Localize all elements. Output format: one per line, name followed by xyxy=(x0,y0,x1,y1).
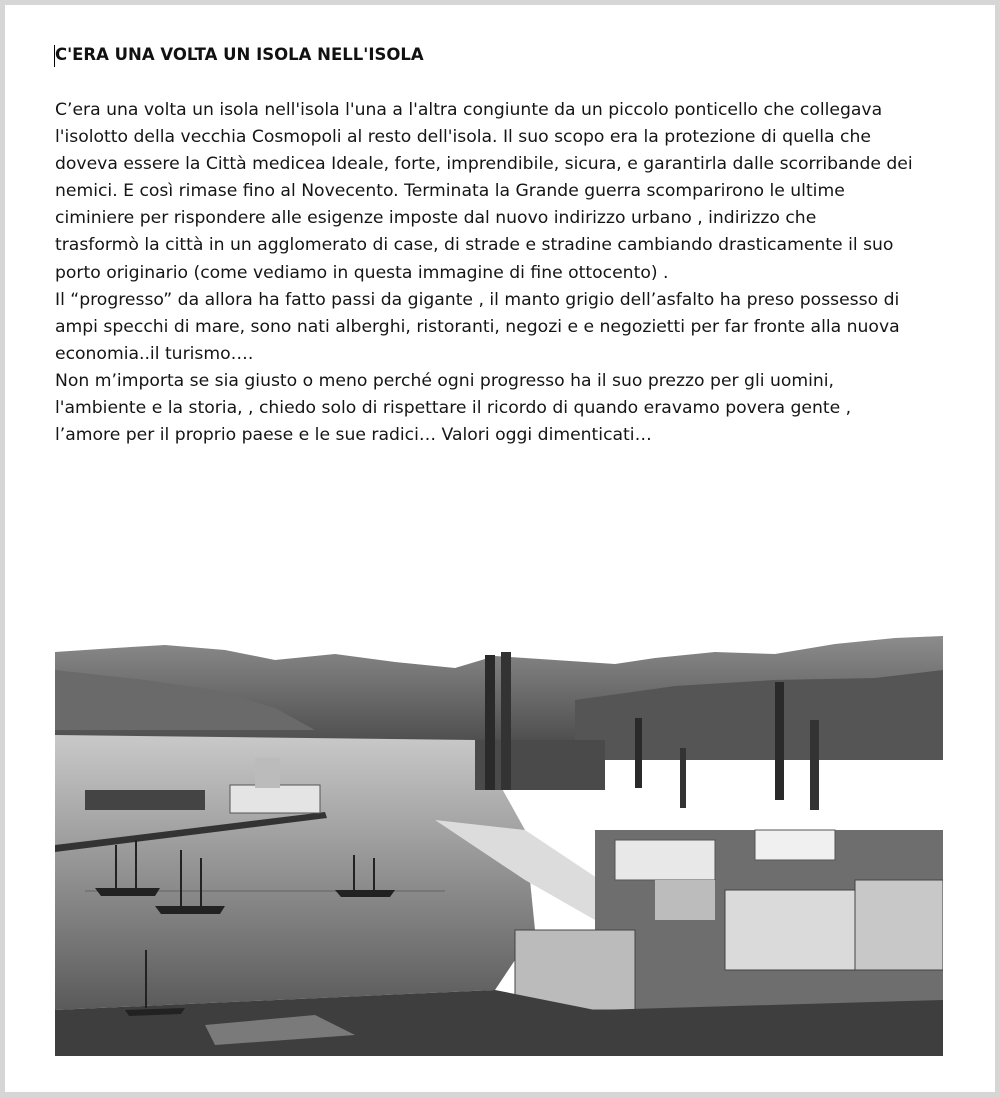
document-page xyxy=(5,5,995,1092)
document-body[interactable] xyxy=(55,97,955,449)
body-line: Il “progresso” da allora ha fatto passi da gigante , il manto grigio dell’asfalto ha preso possesso di xyxy=(55,289,900,310)
body-line: porto originario (come vediamo in questa immagine di fine ottocento) . xyxy=(55,262,669,283)
body-line: trasformò la città in un agglomerato di case, di strade e stradine cambiando drasticamente il suo xyxy=(55,235,894,256)
body-line: l'ambiente e la storia, , chiedo solo di rispettare il ricordo di quando eravamo povera gente , xyxy=(55,398,852,419)
body-line: l'isolotto della vecchia Cosmopoli al resto dell'isola. Il suo scopo era la protezione di quella che xyxy=(55,127,871,148)
historic-harbor-photo xyxy=(55,630,943,1056)
body-line: ampi specchi di mare, sono nati alberghi, ristoranti, negozi e e negozietti per far fronte alla nuova xyxy=(55,316,900,337)
document-title[interactable]: C'ERA UNA VOLTA UN ISOLA NELL'ISOLA xyxy=(55,45,424,64)
body-line: nemici. E così rimase fino al Novecento. Terminata la Grande guerra scomparirono le ultime xyxy=(55,181,845,202)
body-line: economia..il turismo…. xyxy=(55,343,254,364)
body-line: C’era una volta un isola nell'isola l'una a l'altra congiunte da un piccolo ponticello che collegava xyxy=(55,100,883,120)
body-line: Non m’importa se sia giusto o meno perché ogni progresso ha il suo prezzo per gli uomini, xyxy=(55,370,835,391)
body-line: l’amore per il proprio paese e le sue radici… Valori oggi dimenticati… xyxy=(55,425,652,446)
body-line: doveva essere la Città medicea Ideale, forte, imprendibile, sicura, e garantirla dalle scorribande dei xyxy=(55,154,913,175)
body-line: ciminiere per rispondere alle esigenze imposte dal nuovo indirizzo urbano , indirizzo che xyxy=(55,208,817,229)
